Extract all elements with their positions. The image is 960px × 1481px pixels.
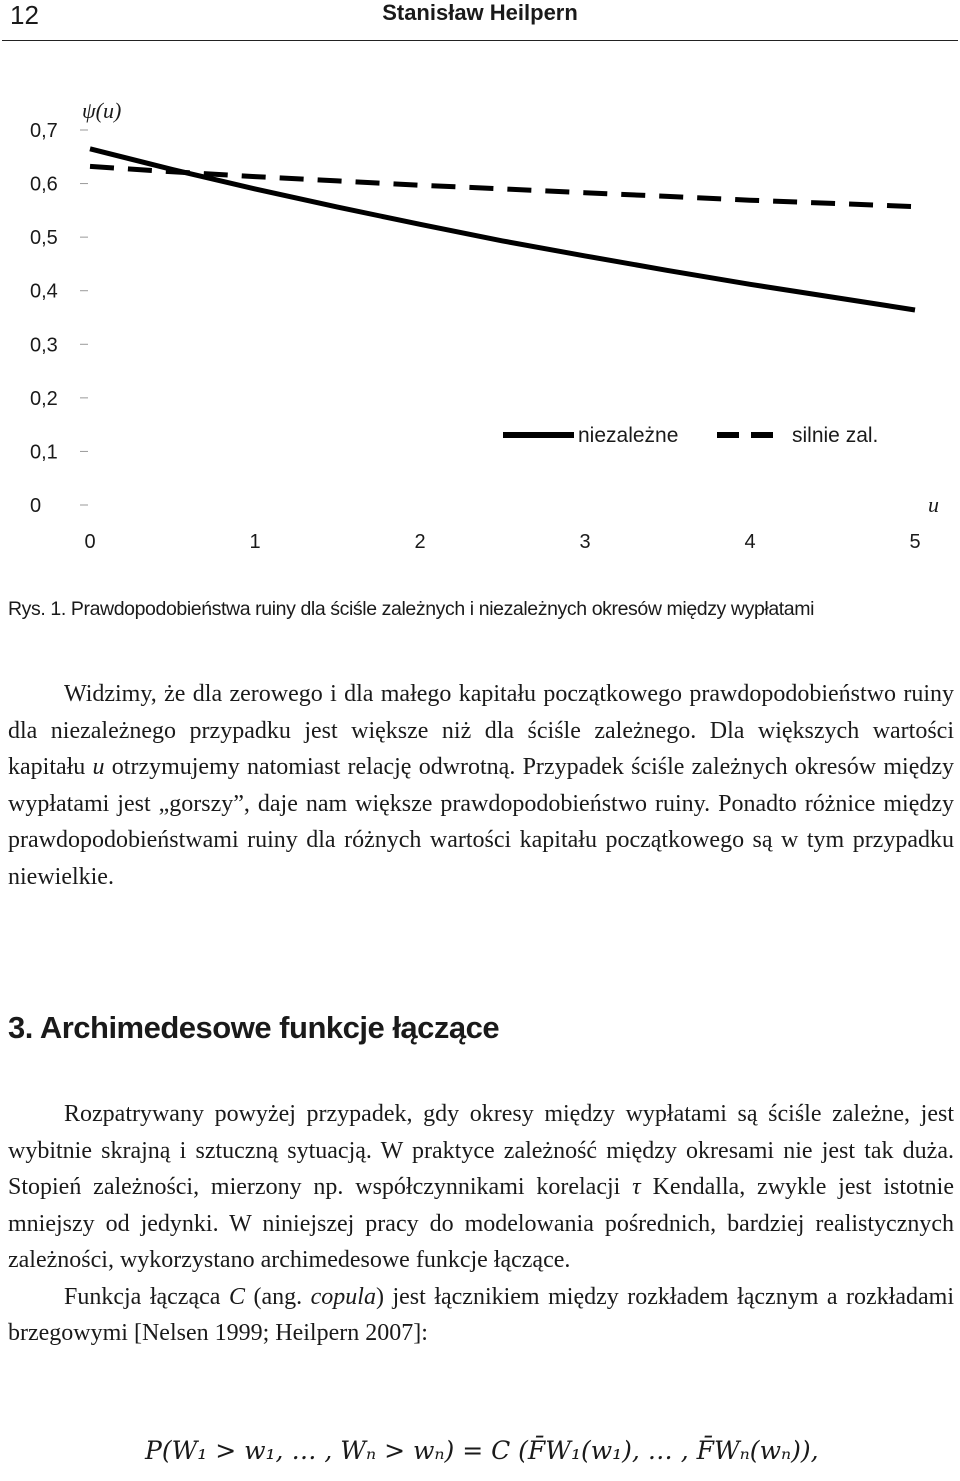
y-tick-label: 0,6 [30,173,58,196]
paragraph-1 [8,676,954,895]
para1-text-a: Widzimy, że dla zerowego i dla małego kapitału początkowego prawdopodobieństwo ruiny dla niezależnego przypadku jest większe niż dla ściśle zależnego. Dla większych wartości kapitału [8,681,954,780]
para2-text-a: Rozpatrywany powyżej przypadek, gdy okresy między wypłatami są ściśle zależne, jest wybitnie skrajną i sztuczną sytuacją. W praktyce zależność między okresami nie jest tak duża. Stopień zależności, mierzony np. współczynnikami korelacji [8,1101,954,1200]
series-line-dependent [90,166,915,206]
para3-text-a: Funkcja łącząca [64,1283,229,1310]
x-tick-label: 1 [249,531,261,553]
x-tick-label: 2 [414,531,426,553]
para3-text-c: ) jest łącznikiem między rozkładem łącznym a rozkładami brzegowymi [Nelsen 1999; Heilpern 2007]: [8,1283,954,1346]
x-tick-label: 5 [909,531,921,553]
page-header [0,0,960,44]
para1-var-u: u [92,754,105,780]
para3-var-c: C [228,1283,245,1310]
ruin-probability-chart [0,70,960,570]
para1-text-b: otrzymujemy natomiast relację odwrotną. Przypadek ściśle zależnych okresów między wypłatami jest „gorszy”, daje nam większe prawdopodobieństwo ruiny. Ponadto różnice między prawdopodobieństwami ruiny dla różnych wartości kapitału początkowego są w tym przypadku niewielkie. [8,754,954,890]
y-tick-label: 0,7 [30,120,58,142]
para3-text-b: (ang. [244,1283,311,1310]
y-tick-label: 0,2 [30,387,58,410]
paragraph-2 [8,1096,954,1352]
y-tick-label: 0 [30,495,42,517]
y-tick-label: 0,4 [30,280,58,303]
running-title: Stanisław Heilpern [382,0,578,25]
header-rule [2,40,958,41]
legend-label-dependent: silnie zal. [792,424,879,447]
y-tick-label: 0,3 [30,334,58,357]
y-axis-label: ψ(u) [82,98,122,123]
para2-tau: τ [632,1174,641,1200]
x-tick-label: 0 [84,531,96,553]
legend-label-independent: niezależne [578,424,679,447]
y-axis-ticks [30,120,88,517]
page-number: 12 [10,0,39,30]
copula-formula: P(W₁ > w₁, … , Wₙ > wₙ) = C (F̄W₁(w₁), … , F̄Wₙ(wₙ)), [145,1436,819,1465]
x-tick-label: 4 [744,531,756,553]
y-tick-label: 0,1 [30,441,58,464]
y-tick-label: 0,5 [30,227,58,250]
figure-caption: Rys. 1. Prawdopodobieństwa ruiny dla ściśle zależnych i niezależnych okresów między wypłatami [8,598,815,620]
para2-text-b: Kendalla, zwykle jest istotnie mniejszy od jedynki. W niniejszej pracy do modelowania pośrednich, bardziej realistycznych zależności, wykorzystano archimedesowe funkcje łączące. [8,1174,954,1273]
x-axis-ticks [84,531,920,553]
legend [503,424,878,447]
series-lines [90,149,915,310]
x-tick-label: 3 [579,531,591,553]
para3-copula: copula [310,1283,376,1310]
x-axis-label: u [928,492,939,517]
section-title: 3. Archimedesowe funkcje łączące [8,1010,500,1045]
